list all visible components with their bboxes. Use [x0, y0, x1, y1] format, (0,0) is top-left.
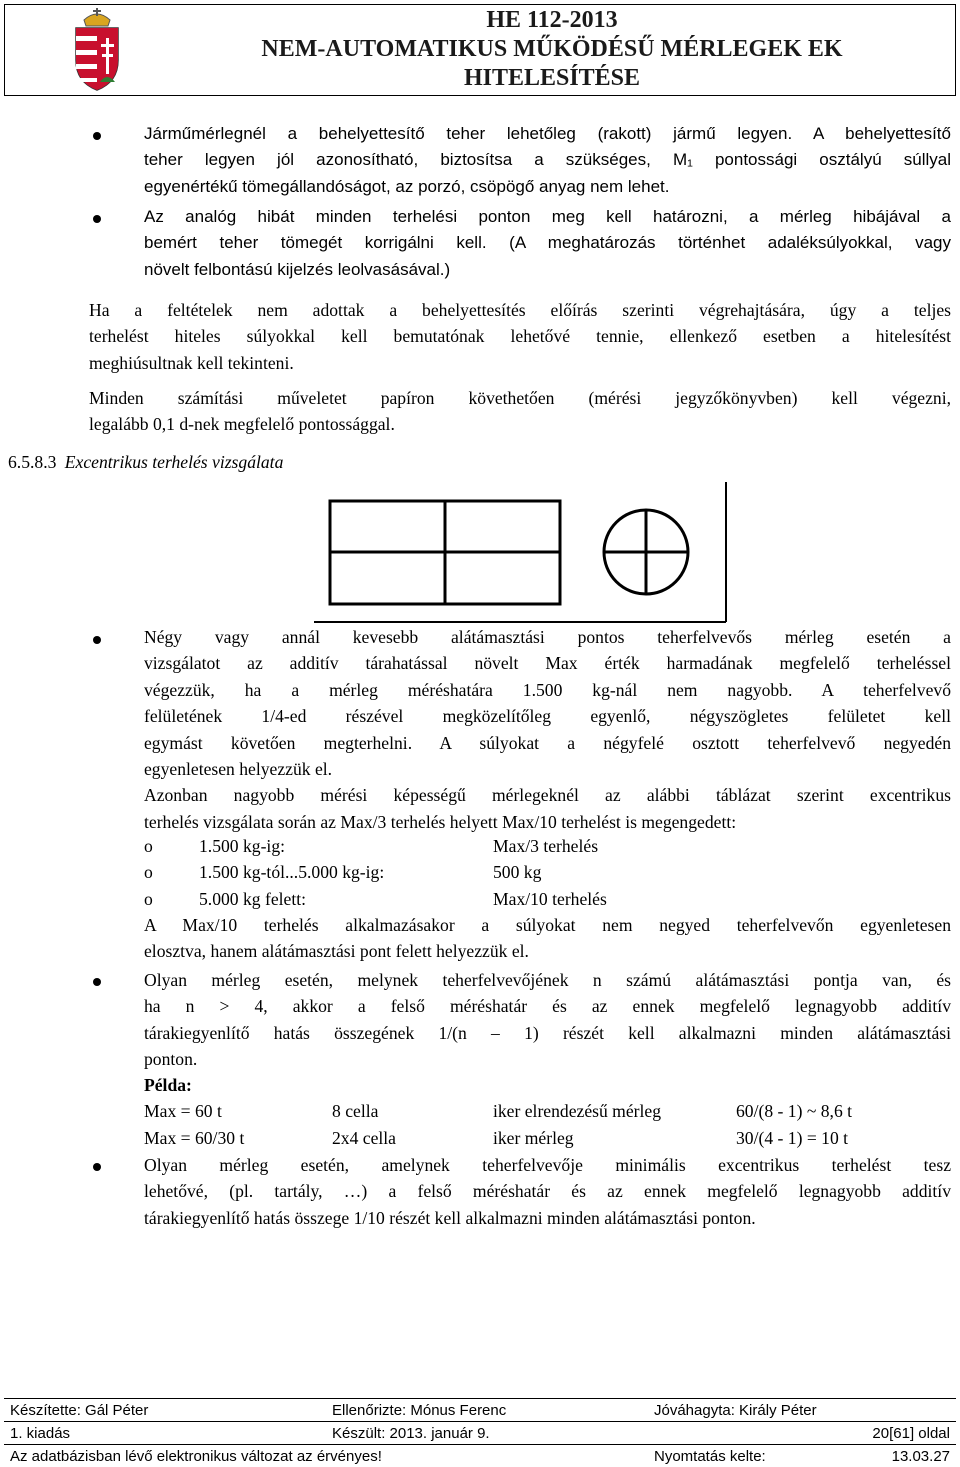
text-line: tárakiegyenlítő hatás összege 1/10 részét kell alkalmazni minden alátámasztási ponton. — [144, 1207, 756, 1228]
document-title — [152, 6, 952, 93]
example-row — [144, 1098, 944, 1124]
text-line: Olyan mérleg esetén, melynek teherfelvevőjének n számú alátámasztási pontja van, és — [144, 970, 951, 990]
eccentric-load-diagram — [300, 482, 730, 624]
load-range: 1.500 kg-tól...5.000 kg-ig: — [199, 862, 385, 883]
load-range: 5.000 kg felett: — [199, 888, 307, 909]
example-max: Max = 60 t — [144, 1101, 222, 1122]
text-line: A Max/10 terhelés alkalmazásakor a súlyokat nem negyed teherfelvevőn egyenletesen — [144, 915, 951, 935]
bullet-dot — [93, 978, 101, 986]
text-line: terhelést hiteles súlyokkal kell bemutatónak lehetővé tennie, ellenkező esetben a hitelesítést — [89, 326, 951, 347]
load-value: 500 kg — [493, 862, 542, 883]
bullet-text-continued — [144, 912, 951, 965]
text-line: Azonban nagyobb mérési képességű mérlegeknél az alábbi táblázat szerint excentrikus — [144, 785, 951, 806]
load-row — [144, 833, 744, 859]
text-line: elosztva, hanem alátámasztási pont felett helyezzük el. — [144, 941, 529, 962]
text-line: egymást követően megterhelni. A súlyokat a négyfelé osztott teherfelvevő negyedén — [144, 732, 951, 753]
text-line: meghiúsultnak kell tekinteni. — [89, 352, 294, 373]
example-type: iker elrendezésű mérleg — [493, 1101, 662, 1122]
section-number: 6.5.8.3 — [8, 452, 57, 472]
bullet-text — [144, 1152, 951, 1231]
example-max: Max = 60/30 t — [144, 1127, 245, 1148]
coat-of-arms-logo — [62, 6, 132, 92]
example-calc: 60/(8 - 1) ~ 8,6 t — [736, 1101, 853, 1122]
text-line: teher legyen jól azonosítható, biztosítsa a szükséges, M₁ pontossági osztályú súllyal — [144, 150, 951, 170]
footer-author: Készítette: Gál Péter — [4, 1399, 326, 1422]
example-type: iker mérleg — [493, 1127, 574, 1148]
footer-row — [4, 1422, 956, 1445]
text-line: Járműmérlegnél a behelyettesítő teher lehetőleg (rakott) jármű legyen. A behelyettesítő — [144, 124, 951, 143]
text-line: ha n > 4, akkor a felső méréshatár és az ennek megfelelő legnagyobb additív — [144, 996, 951, 1017]
footer-edition: 1. kiadás — [4, 1422, 326, 1445]
load-table — [144, 833, 744, 912]
footer-checker: Ellenőrizte: Mónus Ferenc — [326, 1399, 648, 1422]
title-line-1: HE 112-2013 — [486, 7, 618, 33]
list-marker: o — [144, 862, 153, 883]
text-line: egyenletesen helyezzük el. — [144, 759, 333, 780]
text-line: Minden számítási műveletet papíron követhetően (mérési jegyzőkönyvben) kell végezni, — [89, 388, 951, 408]
text-line: egyenértékű tömegállandóságot, az porzó, csöpögő anyag nem lehet. — [144, 176, 670, 196]
example-label: Példa: — [144, 1075, 192, 1095]
footer-print-date: 13.03.27 — [891, 1447, 950, 1465]
list-marker: o — [144, 888, 153, 909]
footer-page: 20[61] oldal — [648, 1422, 956, 1445]
text-line: ponton. — [144, 1049, 198, 1070]
title-line-2: NEM-AUTOMATIKUS MŰKÖDÉSŰ MÉRLEGEK EK — [261, 36, 843, 62]
footer-print-label: Nyomtatás kelte: — [654, 1447, 766, 1465]
text-line: bemért teher tömegét korrigálni kell. (A meghatározás történhet adaléksúlyokkal, vagy — [144, 233, 951, 253]
load-row — [144, 886, 744, 912]
text-line: terhelés vizsgálata során az Max/3 terhelés helyett Max/10 terhelést is megengedett: — [144, 811, 737, 832]
list-marker: o — [144, 836, 153, 856]
text-line: legalább 0,1 d-nek megfelelő pontossággal. — [89, 414, 395, 435]
bullet-dot — [93, 132, 101, 140]
load-value: Max/10 terhelés — [493, 888, 607, 909]
bullet-text — [144, 204, 951, 283]
example-block — [144, 1072, 944, 1151]
example-cells: 8 cella — [332, 1101, 379, 1122]
load-value: Max/3 terhelés — [493, 836, 599, 856]
document-footer — [4, 1398, 956, 1464]
text-line: tárakiegyenlítő hatás összegének 1/(n – 1) részét kell alkalmazni minden alátámasztási — [144, 1022, 951, 1043]
section-heading — [8, 449, 608, 475]
bullet-dot — [93, 1163, 101, 1171]
bullet-text — [144, 624, 951, 835]
load-row — [144, 859, 744, 885]
footer-created: Készült: 2013. január 9. — [326, 1422, 648, 1445]
text-line: Olyan mérleg esetén, amelynek teherfelvevője minimális excentrikus terhelést tesz — [144, 1155, 951, 1175]
bullet-dot — [93, 636, 101, 644]
footer-validity-note: Az adatbázisban lévő elektronikus változat az érvényes! — [4, 1445, 648, 1467]
text-line: növelt felbontású kijelzés leolvasásával.) — [144, 259, 451, 279]
bullet-text — [144, 121, 951, 200]
text-line: felületének 1/4-ed részével megközelítőleg egyenlő, négyszögletes felületet kell — [144, 706, 951, 727]
text-line: lehetővé, (pl. tartály, …) a felső méréshatár és az ennek megfelelő legnagyobb additív — [144, 1181, 951, 1202]
text-line: Négy vagy annál kevesebb alátámasztási pontos teherfelvevős mérleg esetén a — [144, 627, 951, 647]
paragraph — [89, 385, 951, 438]
footer-row — [4, 1399, 956, 1422]
text-line: végezzük, ha a mérleg méréshatára 1.500 kg-nál nem nagyobb. A teherfelvevő — [144, 679, 951, 700]
example-row — [144, 1125, 944, 1151]
example-cells: 2x4 cella — [332, 1127, 396, 1148]
section-title: Excentrikus terhelés vizsgálata — [64, 452, 284, 472]
bullet-text — [144, 967, 951, 1073]
title-line-3: HITELESÍTÉSE — [463, 65, 641, 91]
paragraph — [89, 297, 951, 376]
footer-print-cell — [648, 1445, 956, 1467]
footer-row — [4, 1445, 956, 1467]
text-line: Az analóg hibát minden terhelési ponton meg kell határozni, a mérleg hibájával a — [144, 207, 951, 226]
text-line: vizsgálatot az additív tárahatással növelt Max érték harmadának megfelelő terheléssel — [144, 653, 951, 674]
bullet-dot — [93, 215, 101, 223]
example-calc: 30/(4 - 1) = 10 t — [736, 1127, 849, 1148]
footer-approver: Jóváhagyta: Király Péter — [648, 1399, 956, 1422]
load-range: 1.500 kg-ig: — [199, 836, 286, 856]
text-line: Ha a feltételek nem adottak a behelyettesítés előírás szerinti végrehajtására, úgy a teljes — [89, 300, 951, 320]
